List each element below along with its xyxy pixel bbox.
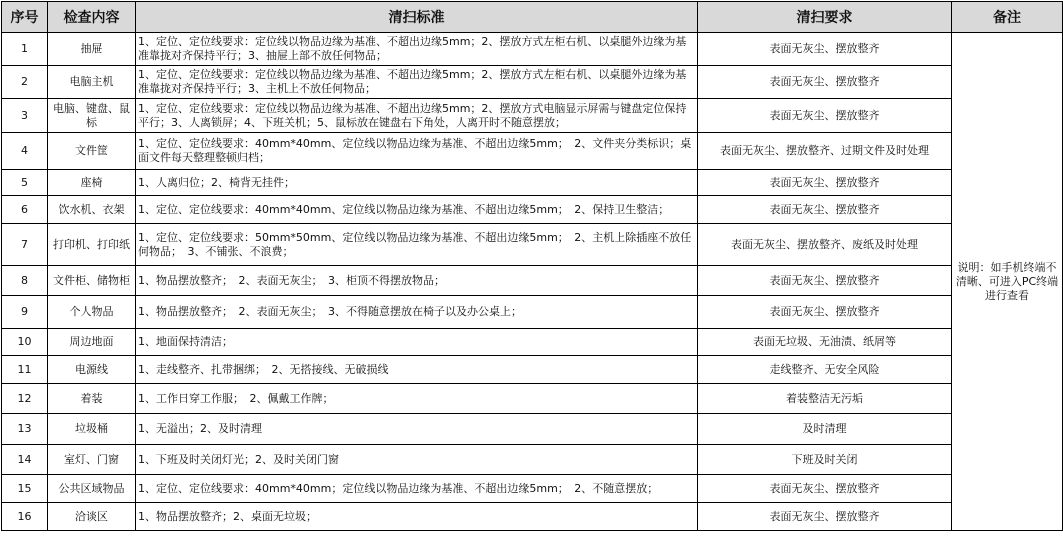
row-item: 文件筐: [48, 133, 136, 170]
row-requirement: 表面无灰尘、摆放整齐: [698, 266, 952, 296]
row-item: 座椅: [48, 170, 136, 196]
row-item: 电源线: [48, 356, 136, 384]
table-row: [2, 66, 1063, 99]
row-item: 饮水机、衣架: [48, 196, 136, 224]
row-requirement: 走线整齐、无安全风险: [698, 356, 952, 384]
row-standard: 1、定位、定位线要求：50mm*50mm、定位线以物品边缘为基准、不超出边缘5mm； 2、主机上除插座不放任何物品； 3、不铺张、不浪费；: [136, 224, 698, 266]
row-item: 抽屉: [48, 33, 136, 66]
row-item: 垃圾桶: [48, 414, 136, 445]
row-no: 4: [2, 133, 48, 170]
row-requirement: 表面无灰尘、摆放整齐: [698, 475, 952, 503]
row-requirement: 表面无灰尘、摆放整齐、废纸及时处理: [698, 224, 952, 266]
header-item: 检查内容: [48, 2, 136, 33]
header-no: 序号: [2, 2, 48, 33]
row-item: 着装: [48, 384, 136, 414]
row-no: 3: [2, 99, 48, 133]
row-standard: 1、无溢出；2、及时清理: [136, 414, 698, 445]
row-item: 文件柜、储物柜: [48, 266, 136, 296]
row-requirement: 下班及时关闭: [698, 445, 952, 475]
row-no: 13: [2, 414, 48, 445]
table-row: [2, 445, 1063, 475]
row-no: 15: [2, 475, 48, 503]
row-requirement: 表面无垃圾、无油渍、纸屑等: [698, 329, 952, 356]
row-standard: 1、定位、定位线要求：定位线以物品边缘为基准、不超出边缘5mm；2、摆放方式电脑显示屏需与键盘定位保持平行；3、人离锁屏；4、下班关机；5、鼠标放在键盘右下角处，人离开时不随意摆放；: [136, 99, 698, 133]
table-row: [2, 475, 1063, 503]
table-row: [2, 99, 1063, 133]
table-row: [2, 503, 1063, 531]
row-item: 电脑、键盘、鼠标: [48, 99, 136, 133]
row-standard: 1、工作日穿工作服； 2、佩戴工作牌；: [136, 384, 698, 414]
table-row: [2, 196, 1063, 224]
row-no: 8: [2, 266, 48, 296]
row-requirement: 着装整洁无污垢: [698, 384, 952, 414]
row-requirement: 表面无灰尘、摆放整齐、过期文件及时处理: [698, 133, 952, 170]
row-item: 个人物品: [48, 296, 136, 329]
row-no: 5: [2, 170, 48, 196]
table-row: [2, 414, 1063, 445]
row-no: 10: [2, 329, 48, 356]
row-standard: 1、定位、定位线要求：40mm*40mm、定位线以物品边缘为基准、不超出边缘5mm； 2、保持卫生整洁；: [136, 196, 698, 224]
row-standard: 1、物品摆放整齐；2、桌面无垃圾；: [136, 503, 698, 531]
row-requirement: 表面无灰尘、摆放整齐: [698, 196, 952, 224]
row-standard: 1、地面保持清洁；: [136, 329, 698, 356]
row-item: 洽谈区: [48, 503, 136, 531]
row-standard: 1、物品摆放整齐； 2、表面无灰尘； 3、不得随意摆放在椅子以及办公桌上；: [136, 296, 698, 329]
cleaning-standards-table: [1, 1, 1063, 531]
row-requirement: 及时清理: [698, 414, 952, 445]
table-row: [2, 329, 1063, 356]
table-row: [2, 224, 1063, 266]
row-standard: 1、定位、定位线要求：40mm*40mm、定位线以物品边缘为基准、不超出边缘5mm； 2、文件夹分类标识；桌面文件每天整理整顿归档；: [136, 133, 698, 170]
row-requirement: 表面无灰尘、摆放整齐: [698, 170, 952, 196]
row-item: 室灯、门窗: [48, 445, 136, 475]
row-standard: 1、定位、定位线要求：定位线以物品边缘为基准、不超出边缘5mm；2、摆放方式左柜右机、以桌腿外边缘为基准靠拢对齐保持平行；3、主机上不放任何物品；: [136, 66, 698, 99]
row-item: 打印机、打印纸: [48, 224, 136, 266]
note-cell: 说明：如手机终端不清晰、可进入PC终端进行查看: [952, 33, 1063, 531]
table-row: [2, 33, 1063, 66]
row-no: 11: [2, 356, 48, 384]
table-row: [2, 296, 1063, 329]
row-no: 7: [2, 224, 48, 266]
row-requirement: 表面无灰尘、摆放整齐: [698, 99, 952, 133]
row-no: 16: [2, 503, 48, 531]
table-row: [2, 133, 1063, 170]
row-no: 14: [2, 445, 48, 475]
row-requirement: 表面无灰尘、摆放整齐: [698, 33, 952, 66]
row-requirement: 表面无灰尘、摆放整齐: [698, 66, 952, 99]
row-no: 12: [2, 384, 48, 414]
row-no: 9: [2, 296, 48, 329]
row-standard: 1、定位、定位线要求：40mm*40mm；定位线以物品边缘为基准、不超出边缘5mm； 2、不随意摆放；: [136, 475, 698, 503]
row-no: 6: [2, 196, 48, 224]
header-note: 备注: [952, 2, 1063, 33]
row-requirement: 表面无灰尘、摆放整齐: [698, 503, 952, 531]
row-no: 2: [2, 66, 48, 99]
row-item: 电脑主机: [48, 66, 136, 99]
header-standard: 清扫标准: [136, 2, 698, 33]
row-standard: 1、物品摆放整齐； 2、表面无灰尘； 3、柜顶不得摆放物品；: [136, 266, 698, 296]
row-standard: 1、人离归位；2、椅背无挂件；: [136, 170, 698, 196]
table-row: [2, 170, 1063, 196]
row-item: 公共区域物品: [48, 475, 136, 503]
table-row: [2, 266, 1063, 296]
row-no: 1: [2, 33, 48, 66]
table-row: [2, 356, 1063, 384]
row-standard: 1、走线整齐、扎带捆绑； 2、无搭接线、无破损线: [136, 356, 698, 384]
row-standard: 1、定位、定位线要求：定位线以物品边缘为基准、不超出边缘5mm；2、摆放方式左柜右机、以桌腿外边缘为基准靠拢对齐保持平行；3、抽屉上部不放任何物品；: [136, 33, 698, 66]
row-item: 周边地面: [48, 329, 136, 356]
row-standard: 1、下班及时关闭灯光；2、及时关闭门窗: [136, 445, 698, 475]
table-row: [2, 384, 1063, 414]
header-requirement: 清扫要求: [698, 2, 952, 33]
row-requirement: 表面无灰尘、摆放整齐: [698, 296, 952, 329]
header-row: [2, 2, 1063, 33]
